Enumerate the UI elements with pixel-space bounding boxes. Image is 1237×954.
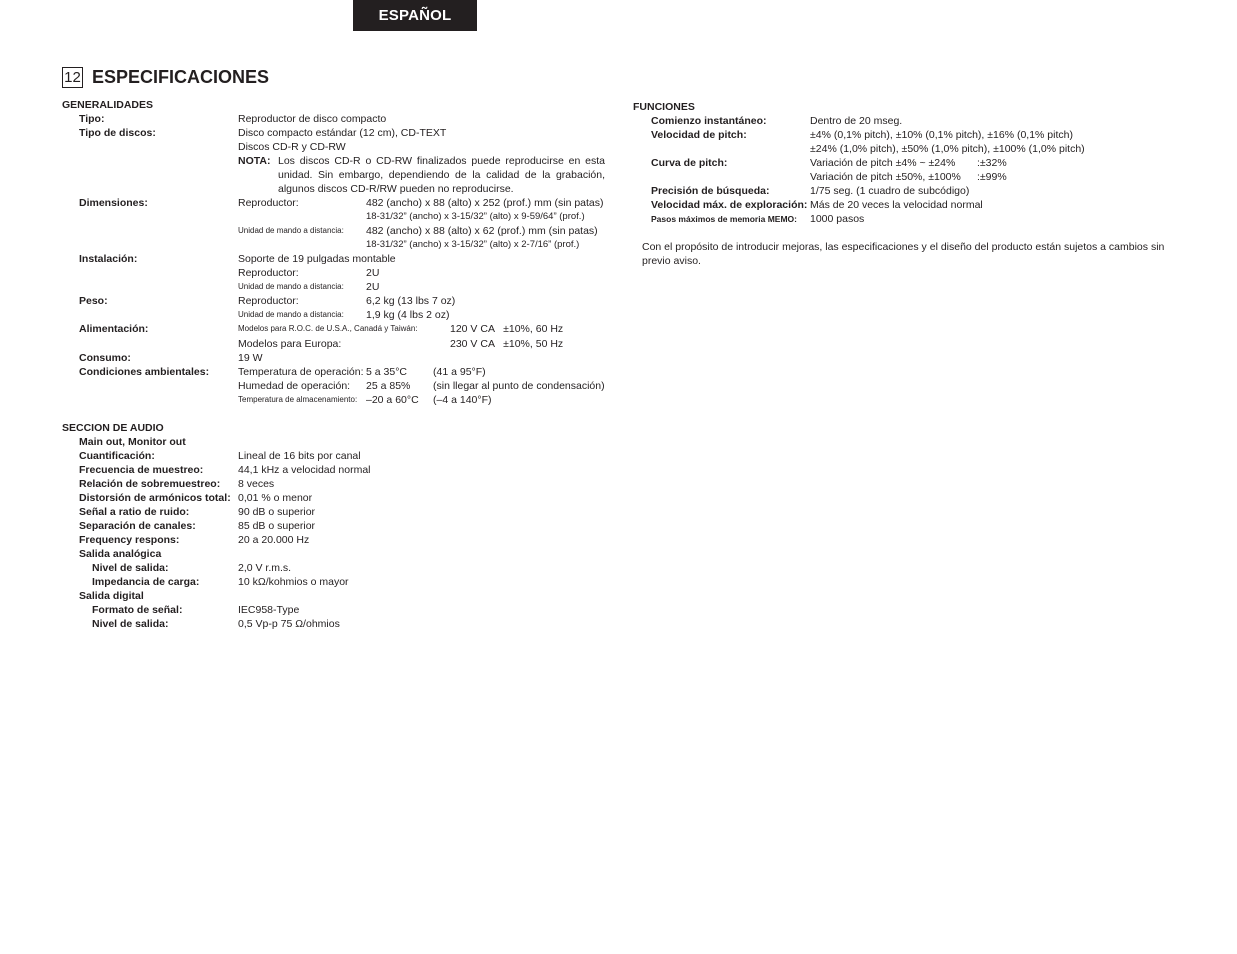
audio-row-value: 8 veces: [238, 478, 275, 490]
start-label: Comienzo instantáneo:: [651, 115, 767, 127]
instalacion-value: Soporte de 19 pulgadas montable: [238, 253, 396, 265]
audio-row-label: Cuantificación:: [79, 450, 155, 462]
inst-remote-value: 2U: [366, 281, 380, 293]
inst-remote-label: Unidad de mando a distancia:: [238, 282, 344, 291]
funciones-heading: FUNCIONES: [633, 101, 695, 113]
audio-row-value: 85 dB o superior: [238, 520, 316, 532]
peso-label: Peso:: [79, 295, 108, 307]
pitch-value-2: ±24% (1,0% pitch), ±50% (1,0% pitch), ±100% (1,0% pitch): [810, 143, 1085, 155]
peso-reproductor-label: Reproductor:: [238, 295, 299, 307]
cond-hum-note: (sin llegar al punto de condensación): [433, 380, 605, 392]
memo-label: Pasos máximos de memoria MEMO:: [651, 214, 797, 224]
audio-row-label: Distorsión de armónicos total:: [79, 492, 231, 504]
memo-value: 1000 pasos: [810, 213, 865, 225]
dim-remote-label: Unidad de mando a distancia:: [238, 226, 344, 235]
digital-level-value: 0,5 Vp-p 75 Ω/ohmios: [238, 618, 340, 630]
peso-remote-label: Unidad de mando a distancia:: [238, 310, 344, 319]
cond-hum-label: Humedad de operación:: [238, 380, 351, 392]
main-out-label: Main out, Monitor out: [79, 436, 186, 448]
search-value: 1/75 seg. (1 cuadro de subcódigo): [810, 185, 970, 197]
consumo-label: Consumo:: [79, 352, 131, 364]
peso-reproductor-value: 6,2 kg (13 lbs 7 oz): [366, 295, 456, 307]
curve-value-2: Variación de pitch ±50%, ±100%: [810, 171, 961, 183]
cond-store-label: Temperatura de almacenamiento:: [238, 395, 358, 404]
discos-label: Tipo de discos:: [79, 127, 156, 139]
alim-eu-label: Modelos para Europa:: [238, 338, 342, 350]
dim-remote-value-1: 482 (ancho) x 88 (alto) x 62 (prof.) mm (sin patas): [366, 225, 598, 237]
condiciones-label: Condiciones ambientales:: [79, 366, 210, 378]
cond-temp-label: Temperatura de operación:: [238, 366, 364, 378]
salida-analogica-label: Salida analógica: [79, 548, 162, 560]
consumo-value: 19 W: [238, 352, 263, 364]
audio-row-label: Frequency respons:: [79, 534, 180, 546]
pitch-value-1: ±4% (0,1% pitch), ±10% (0,1% pitch), ±16% (0,1% pitch): [810, 129, 1073, 141]
inst-reproductor-value: 2U: [366, 267, 380, 279]
nota-label: NOTA:: [238, 155, 271, 167]
search-label: Precisión de búsqueda:: [651, 185, 770, 197]
nota-text: Los discos CD-R o CD-RW finalizados puede reproducirse en esta unidad. Sin embargo, dependiendo de la calidad de la grabación, algunos discos CD-R/RW pueden no reproducirse.: [278, 155, 605, 195]
analog-impedance-value: 10 kΩ/kohmios o mayor: [238, 576, 349, 588]
instalacion-label: Instalación:: [79, 253, 138, 265]
dim-reproductor-value-2: 18-31/32” (ancho) x 3-15/32” (alto) x 9-59/64” (prof.): [366, 211, 585, 222]
audio-row-label: Separación de canales:: [79, 520, 196, 532]
dim-reproductor-label: Reproductor:: [238, 197, 299, 209]
language-tab: ESPAÑOL: [353, 0, 477, 31]
curve-label: Curva de pitch:: [651, 157, 728, 169]
alimentacion-label: Alimentación:: [79, 323, 149, 335]
audio-row-label: Relación de sobremuestreo:: [79, 478, 221, 490]
page-title: ESPECIFICACIONES: [92, 67, 270, 87]
cond-temp-value: 5 a 35°C: [366, 366, 407, 378]
curve-result-2: :±99%: [977, 171, 1007, 183]
cond-hum-value: 25 a 85%: [366, 380, 411, 392]
tipo-label: Tipo:: [79, 113, 105, 125]
generalidades-heading: GENERALIDADES: [62, 99, 154, 111]
scan-label: Velocidad máx. de exploración:: [651, 199, 808, 211]
dimensiones-label: Dimensiones:: [79, 197, 148, 209]
alim-roc-label: Modelos para R.O.C. de U.S.A., Canadá y Taiwán:: [238, 324, 418, 333]
audio-row-label: Señal a ratio de ruido:: [79, 506, 190, 518]
cond-temp-f: (41 a 95°F): [433, 366, 486, 378]
curve-value-1: Variación de pitch ±4% ~ ±24%: [810, 157, 956, 169]
discos-value-1: Disco compacto estándar (12 cm), CD-TEXT: [238, 127, 447, 139]
nota-block: [238, 154, 605, 196]
digital-format-label: Formato de señal:: [92, 604, 183, 616]
audio-row-value: 20 a 20.000 Hz: [238, 534, 310, 546]
audio-row-value: 90 dB o superior: [238, 506, 316, 518]
audio-row-value: Lineal de 16 bits por canal: [238, 450, 361, 462]
salida-digital-label: Salida digital: [79, 590, 144, 602]
start-value: Dentro de 20 mseg.: [810, 115, 903, 127]
audio-heading: SECCION DE AUDIO: [62, 422, 164, 434]
pitch-label: Velocidad de pitch:: [651, 129, 747, 141]
inst-reproductor-label: Reproductor:: [238, 267, 299, 279]
scan-value: Más de 20 veces la velocidad normal: [810, 199, 983, 211]
tipo-value: Reproductor de disco compacto: [238, 113, 387, 125]
curve-result-1: :±32%: [977, 157, 1007, 169]
discos-value-2: Discos CD-R y CD-RW: [238, 141, 346, 153]
audio-row-label: Frecuencia de muestreo:: [79, 464, 204, 476]
analog-impedance-label: Impedancia de carga:: [92, 576, 200, 588]
cond-store-value: –20 a 60°C: [366, 394, 419, 406]
audio-row-value: 44,1 kHz a velocidad normal: [238, 464, 371, 476]
digital-format-value: IEC958-Type: [238, 604, 300, 616]
alim-eu-value: 230 V CA ±10%, 50 Hz: [450, 338, 564, 350]
dim-reproductor-value-1: 482 (ancho) x 88 (alto) x 252 (prof.) mm (sin patas): [366, 197, 604, 209]
cond-store-f: (–4 a 140°F): [433, 394, 492, 406]
audio-row-value: 0,01 % o menor: [238, 492, 313, 504]
disclaimer-text: Con el propósito de introducir mejoras, las especificaciones y el diseño del producto están sujetos a cambios sin previo aviso.: [642, 241, 1165, 267]
digital-level-label: Nivel de salida:: [92, 618, 169, 630]
peso-remote-value: 1,9 kg (4 lbs 2 oz): [366, 309, 450, 321]
section-number: 12: [62, 67, 83, 88]
analog-level-value: 2,0 V r.m.s.: [238, 562, 292, 574]
analog-level-label: Nivel de salida:: [92, 562, 169, 574]
alim-roc-value: 120 V CA ±10%, 60 Hz: [450, 323, 564, 335]
dim-remote-value-2: 18-31/32” (ancho) x 3-15/32” (alto) x 2-7/16” (prof.): [366, 239, 580, 250]
